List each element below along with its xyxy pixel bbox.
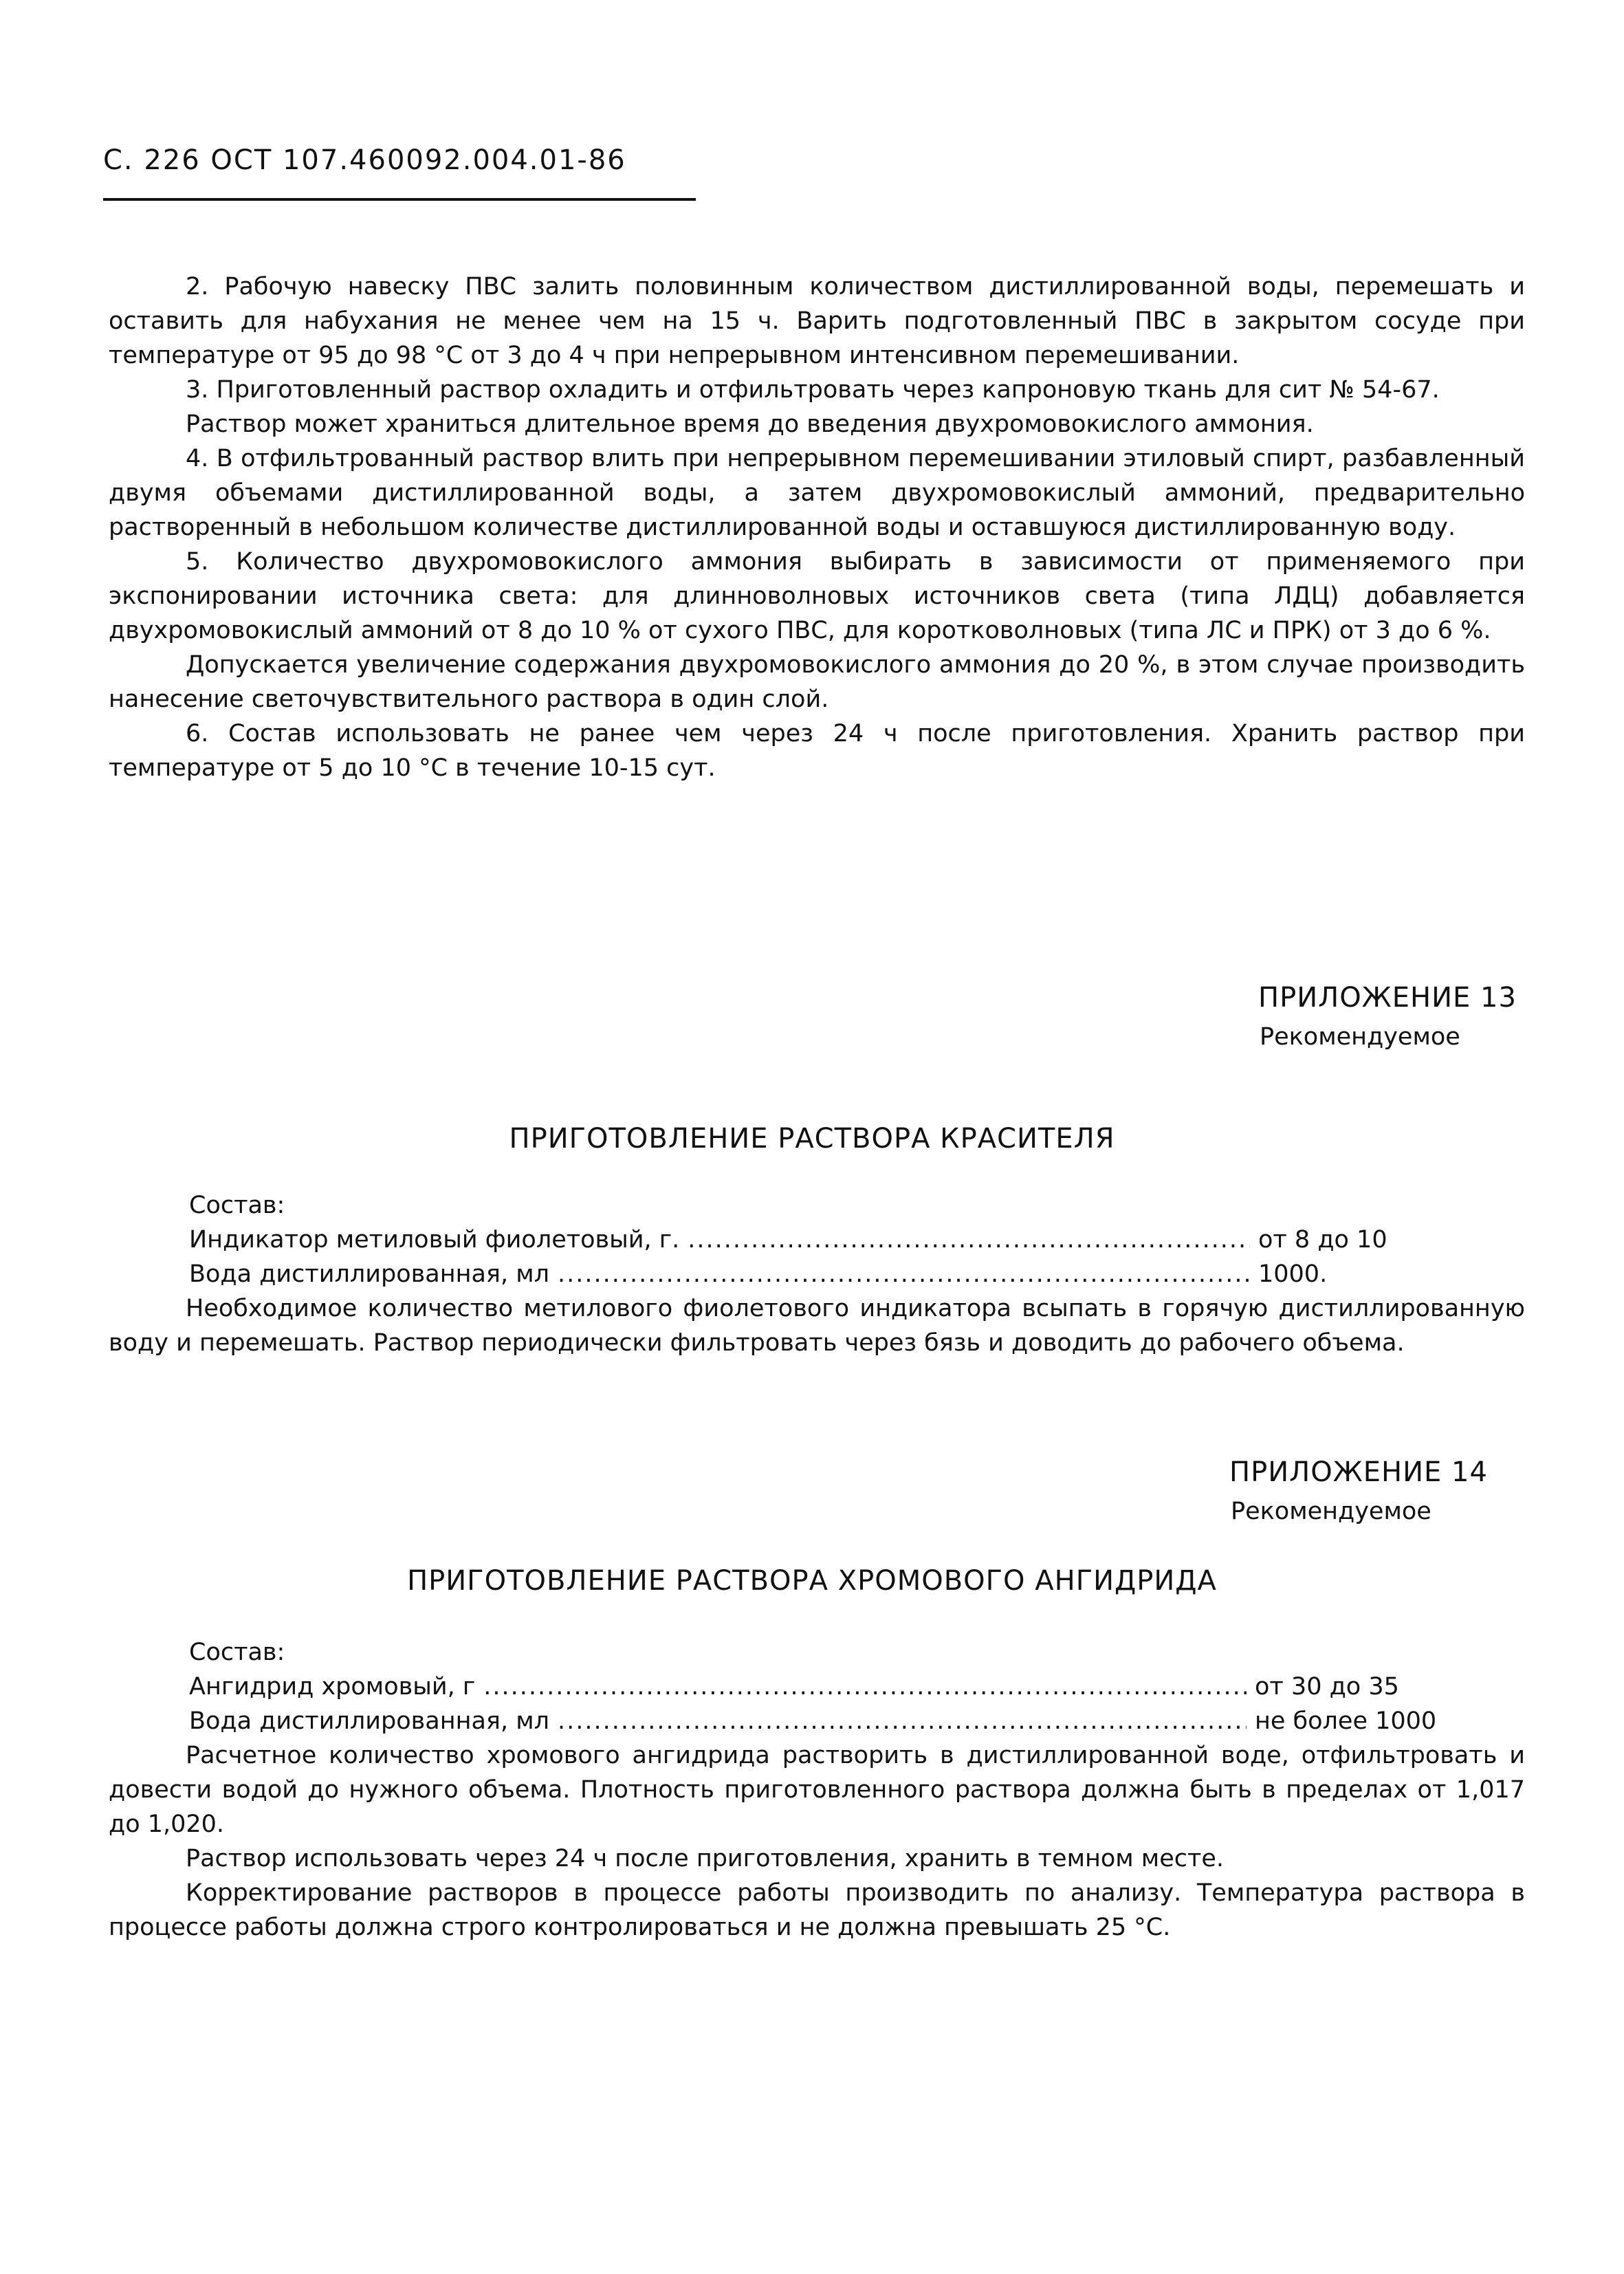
appendix13-number: ПРИЛОЖЕНИЕ 13 bbox=[1258, 982, 1517, 1014]
dot-leader bbox=[558, 1704, 1247, 1738]
ingredient-amount: от 30 до 35 bbox=[1255, 1673, 1399, 1701]
ingredient-row bbox=[189, 1223, 1440, 1257]
paragraph-dye-preparation: Необходимое количество метилового фиолетового индикатора всыпать в горячую дистиллированную воду и перемешать. Раствор периодически фильтровать через бязь и доводить до рабочего объема. bbox=[109, 1295, 1525, 1357]
appendix13-instructions bbox=[109, 1291, 1525, 1360]
paragraph-item-5: 5. Количество двухромовокислого аммония выбирать в зависимости от применяемого при экспонировании источника света: для длинноволновых источников света (типа ЛДЦ) добавляется двухромовокислый аммоний от 8 до 10 % от сухого ПВС, для коротковолновых (типа ЛС и ПРК) от 3 до 6 %. bbox=[109, 548, 1525, 644]
paragraph-correction-note: Корректирование растворов в процессе работы производить по анализу. Температура раствора в процессе работы должна строго контролироваться и не должна превышать 25 °С. bbox=[109, 1879, 1525, 1941]
appendix13-title: ПРИГОТОВЛЕНИЕ РАСТВОРА КРАСИТЕЛЯ bbox=[509, 1123, 1115, 1155]
paragraph-storage-note: Раствор может храниться длительное время до введения двухромовокислого аммония. bbox=[186, 411, 1314, 438]
paragraph-item-3: 3. Приготовленный раствор охладить и отфильтровать через капроновую ткань для сит № 54-67. bbox=[186, 376, 1440, 404]
appendix14-instructions bbox=[109, 1738, 1525, 1945]
paragraph-item-2: 2. Рабочую навеску ПВС залить половинным количеством дистиллированной воды, перемешать и оставить для набухания не менее чем на 15 ч. Варить подготовленный ПВС в закрытом сосуде при температуре от 95 до 98 °С от 3 до 4 ч при непрерывном интенсивном перемешивании. bbox=[109, 273, 1525, 369]
ingredient-name: Вода дистиллированная, мл bbox=[189, 1260, 550, 1288]
composition-label: Состав: bbox=[189, 1639, 285, 1666]
appendix13-type: Рекомендуемое bbox=[1260, 1023, 1460, 1051]
appendix13-composition bbox=[189, 1188, 1440, 1291]
ingredient-amount: 1000. bbox=[1258, 1260, 1328, 1288]
header-rule bbox=[103, 198, 696, 201]
ingredient-row bbox=[189, 1670, 1482, 1704]
ingredient-row bbox=[189, 1257, 1440, 1291]
paragraph-item-4: 4. В отфильтрованный раствор влить при непрерывном перемешивании этиловый спирт, разбавленный двумя объемами дистиллированной воды, а затем двухромовокислый аммоний, предварительно растворенный в небольшом количестве дистиллированной воды и оставшуюся дистиллированную воду. bbox=[109, 445, 1525, 541]
dot-leader bbox=[558, 1257, 1250, 1291]
paragraph-item-6: 6. Состав использовать не ранее чем через 24 ч после приготовления. Хранить раствор при температуре от 5 до 10 °С в течение 10-15 сут. bbox=[109, 720, 1525, 782]
paragraph-allowance-note: Допускается увеличение содержания двухромовокислого аммония до 20 %, в этом случае производить нанесение светочувствительного раствора в один слой. bbox=[109, 651, 1525, 713]
ingredient-name: Вода дистиллированная, мл bbox=[189, 1707, 550, 1735]
paragraph-usage-note: Раствор использовать через 24 ч после приготовления, хранить в темном месте. bbox=[186, 1845, 1225, 1872]
ingredient-amount: не более 1000 bbox=[1255, 1707, 1437, 1735]
ingredient-amount: от 8 до 10 bbox=[1258, 1226, 1387, 1254]
ingredient-name: Индикатор метиловый фиолетовый, г. bbox=[189, 1226, 680, 1254]
appendix14-composition bbox=[189, 1635, 1482, 1738]
appendix12-continuation bbox=[109, 270, 1525, 785]
composition-label: Состав: bbox=[189, 1192, 285, 1219]
appendix14-number: ПРИЛОЖЕНИЕ 14 bbox=[1229, 1456, 1488, 1488]
page-header: С. 226 ОСТ 107.460092.004.01-86 bbox=[103, 144, 626, 176]
dot-leader bbox=[483, 1670, 1247, 1704]
ingredient-name: Ангидрид хромовый, г bbox=[189, 1673, 476, 1701]
dot-leader bbox=[688, 1223, 1250, 1257]
ingredient-row bbox=[189, 1704, 1482, 1738]
appendix14-type: Рекомендуемое bbox=[1231, 1498, 1431, 1525]
paragraph-anhydride-preparation: Расчетное количество хромового ангидрида растворить в дистиллированной воде, отфильтровать и довести водой до нужного объема. Плотность приготовленного раствора должна быть в пределах от 1,017 до 1,020. bbox=[109, 1742, 1525, 1838]
appendix14-title: ПРИГОТОВЛЕНИЕ РАСТВОРА ХРОМОВОГО АНГИДРИДА bbox=[407, 1565, 1217, 1597]
